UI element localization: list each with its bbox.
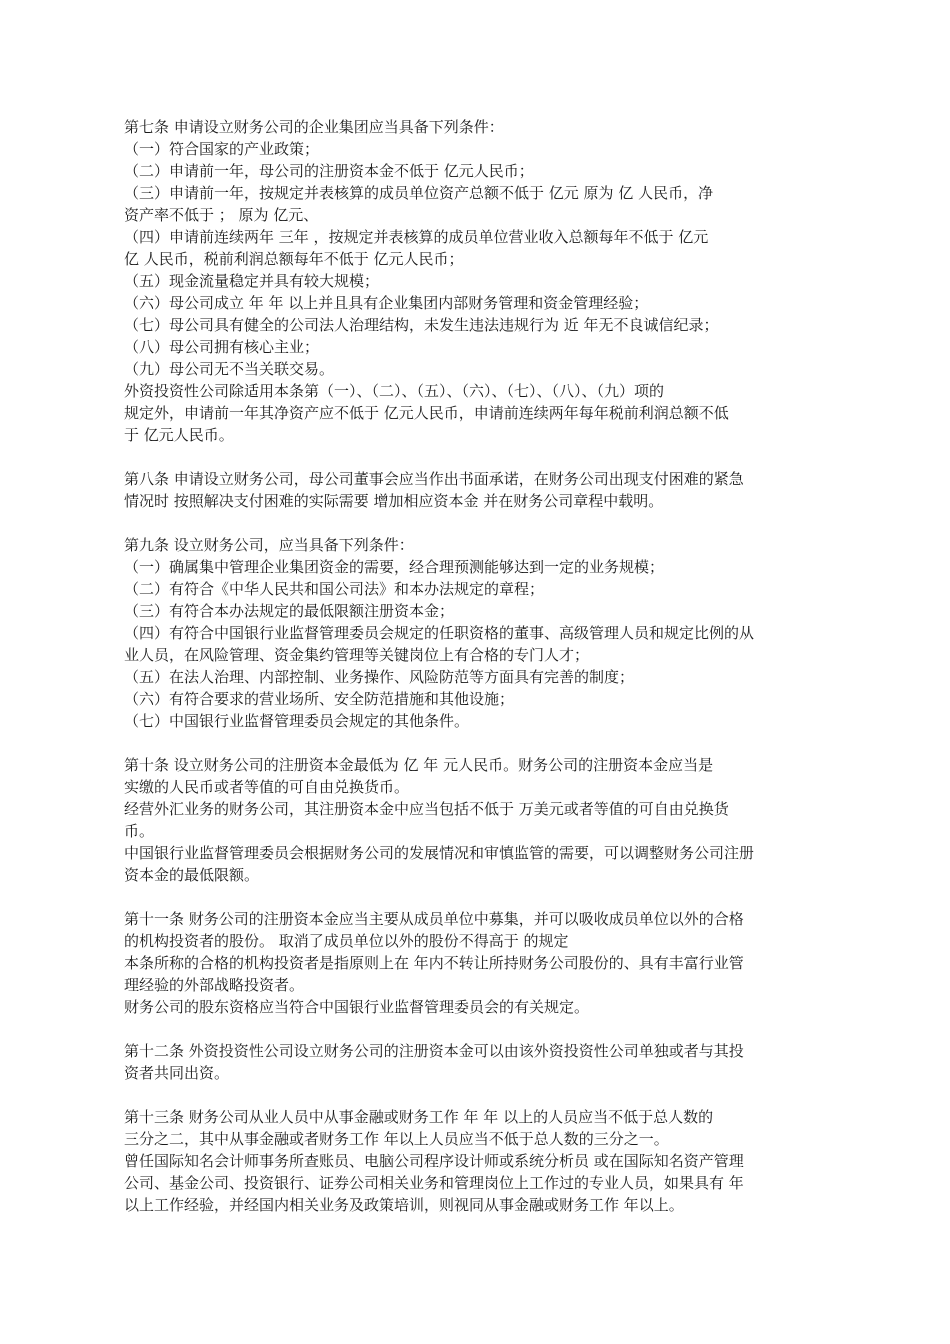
text-line: （七）中国银行业监督管理委员会规定的其他条件。: [124, 712, 470, 730]
text-line: 本条所称的合格的机构投资者是指原则上在 年内不转让所持财务公司股份的、具有丰富行业管: [124, 954, 744, 972]
text-line: 公司、基金公司、投资银行、证券公司相关业务和管理岗位上工作过的专业人员，如果具有 年: [124, 1174, 744, 1192]
text-line: 第十一条 财务公司的注册资本金应当主要从成员单位中募集，并可以吸收成员单位以外的合格: [124, 910, 744, 928]
text-line: 业人员，在风险管理、资金集约管理等关键岗位上有合格的专门人才；: [124, 646, 590, 664]
text-line: （五）在法人治理、内部控制、业务操作、风险防范等方面具有完善的制度；: [124, 668, 635, 686]
text-line: 第十三条 财务公司从业人员中从事金融或财务工作 年 年 以上的人员应当不低于总人数的: [124, 1108, 714, 1126]
text-line: （四）有符合中国银行业监督管理委员会规定的任职资格的董事、高级管理人员和规定比例的从: [124, 624, 755, 642]
text-line: 的机构投资者的股份。 取消了成员单位以外的股份不得高于 的规定: [124, 932, 569, 950]
text-line: （二）有符合《中华人民共和国公司法》和本办法规定的章程；: [124, 580, 545, 598]
text-line: 资本金的最低限额。: [124, 866, 260, 884]
text-line: 于 亿元人民币。: [124, 426, 234, 444]
text-line: （一）确属集中管理企业集团资金的需要，经合理预测能够达到一定的业务规模；: [124, 558, 665, 576]
text-line: （一）符合国家的产业政策；: [124, 140, 320, 158]
text-line: （三）有符合本办法规定的最低限额注册资本金；: [124, 602, 455, 620]
text-line: 第十条 设立财务公司的注册资本金最低为 亿 年 元人民币。财务公司的注册资本金应当是: [124, 756, 714, 774]
text-line: 资产率不低于 ； 原为 亿元、: [124, 206, 319, 224]
text-line: （七）母公司具有健全的公司法人治理结构，未发生违法违规行为 近 年无不良诚信纪录；: [124, 316, 719, 334]
text-line: 中国银行业监督管理委员会根据财务公司的发展情况和审慎监管的需要，可以调整财务公司注册: [124, 844, 755, 862]
text-line: 资者共同出资。: [124, 1064, 230, 1082]
text-line: （八）母公司拥有核心主业；: [124, 338, 320, 356]
text-line: 规定外，申请前一年其净资产应不低于 亿元人民币，申请前连续两年每年税前利润总额不低: [124, 404, 729, 422]
text-line: （三）申请前一年，按规定并表核算的成员单位资产总额不低于 亿元 原为 亿 人民币，净: [124, 184, 714, 202]
text-line: （六）有符合要求的营业场所、安全防范措施和其他设施；: [124, 690, 515, 708]
text-line: （九）母公司无不当关联交易。: [124, 360, 335, 378]
text-line: （二）申请前一年，母公司的注册资本金不低于 亿元人民币；: [124, 162, 534, 180]
text-line: 经营外汇业务的财务公司，其注册资本金中应当包括不低于 万美元或者等值的可自由兑换货: [124, 800, 729, 818]
text-line: 理经验的外部战略投资者。: [124, 976, 305, 994]
text-line: 财务公司的股东资格应当符合中国银行业监督管理委员会的有关规定。: [124, 998, 590, 1016]
text-line: 第九条 设立财务公司，应当具备下列条件：: [124, 536, 414, 554]
text-line: 第十二条 外资投资性公司设立财务公司的注册资本金可以由该外资投资性公司单独或者与其投: [124, 1042, 744, 1060]
text-line: （四）申请前连续两年 三年 ，按规定并表核算的成员单位营业收入总额每年不低于 亿元: [124, 228, 709, 246]
text-line: 亿 人民币，税前利润总额每年不低于 亿元人民币；: [124, 250, 464, 268]
text-line: （五）现金流量稳定并具有较大规模；: [124, 272, 380, 290]
text-line: 币。: [124, 822, 155, 840]
text-line: 情况时 按照解决支付困难的实际需要 增加相应资本金 并在财务公司章程中载明。: [124, 492, 664, 510]
text-line: 外资投资性公司除适用本条第（一）、（二）、（五）、（六）、（七）、（八）、（九）项的: [124, 382, 665, 400]
text-line: 曾任国际知名会计师事务所查账员、电脑公司程序设计师或系统分析员 或在国际知名资产管理: [124, 1152, 744, 1170]
text-line: （六）母公司成立 年 年 以上并且具有企业集团内部财务管理和资金管理经验；: [124, 294, 649, 312]
text-line: 第八条 申请设立财务公司，母公司董事会应当作出书面承诺，在财务公司出现支付困难的紧急: [124, 470, 744, 488]
text-line: 三分之二，其中从事金融或者财务工作 年以上人员应当不低于总人数的三分之一。: [124, 1130, 669, 1148]
text-line: 第七条 申请设立财务公司的企业集团应当具备下列条件：: [124, 118, 504, 136]
text-line: 以上工作经验，并经国内相关业务及政策培训，则视同从事金融或财务工作 年以上。: [124, 1196, 684, 1214]
text-line: 实缴的人民币或者等值的可自由兑换货币。: [124, 778, 410, 796]
